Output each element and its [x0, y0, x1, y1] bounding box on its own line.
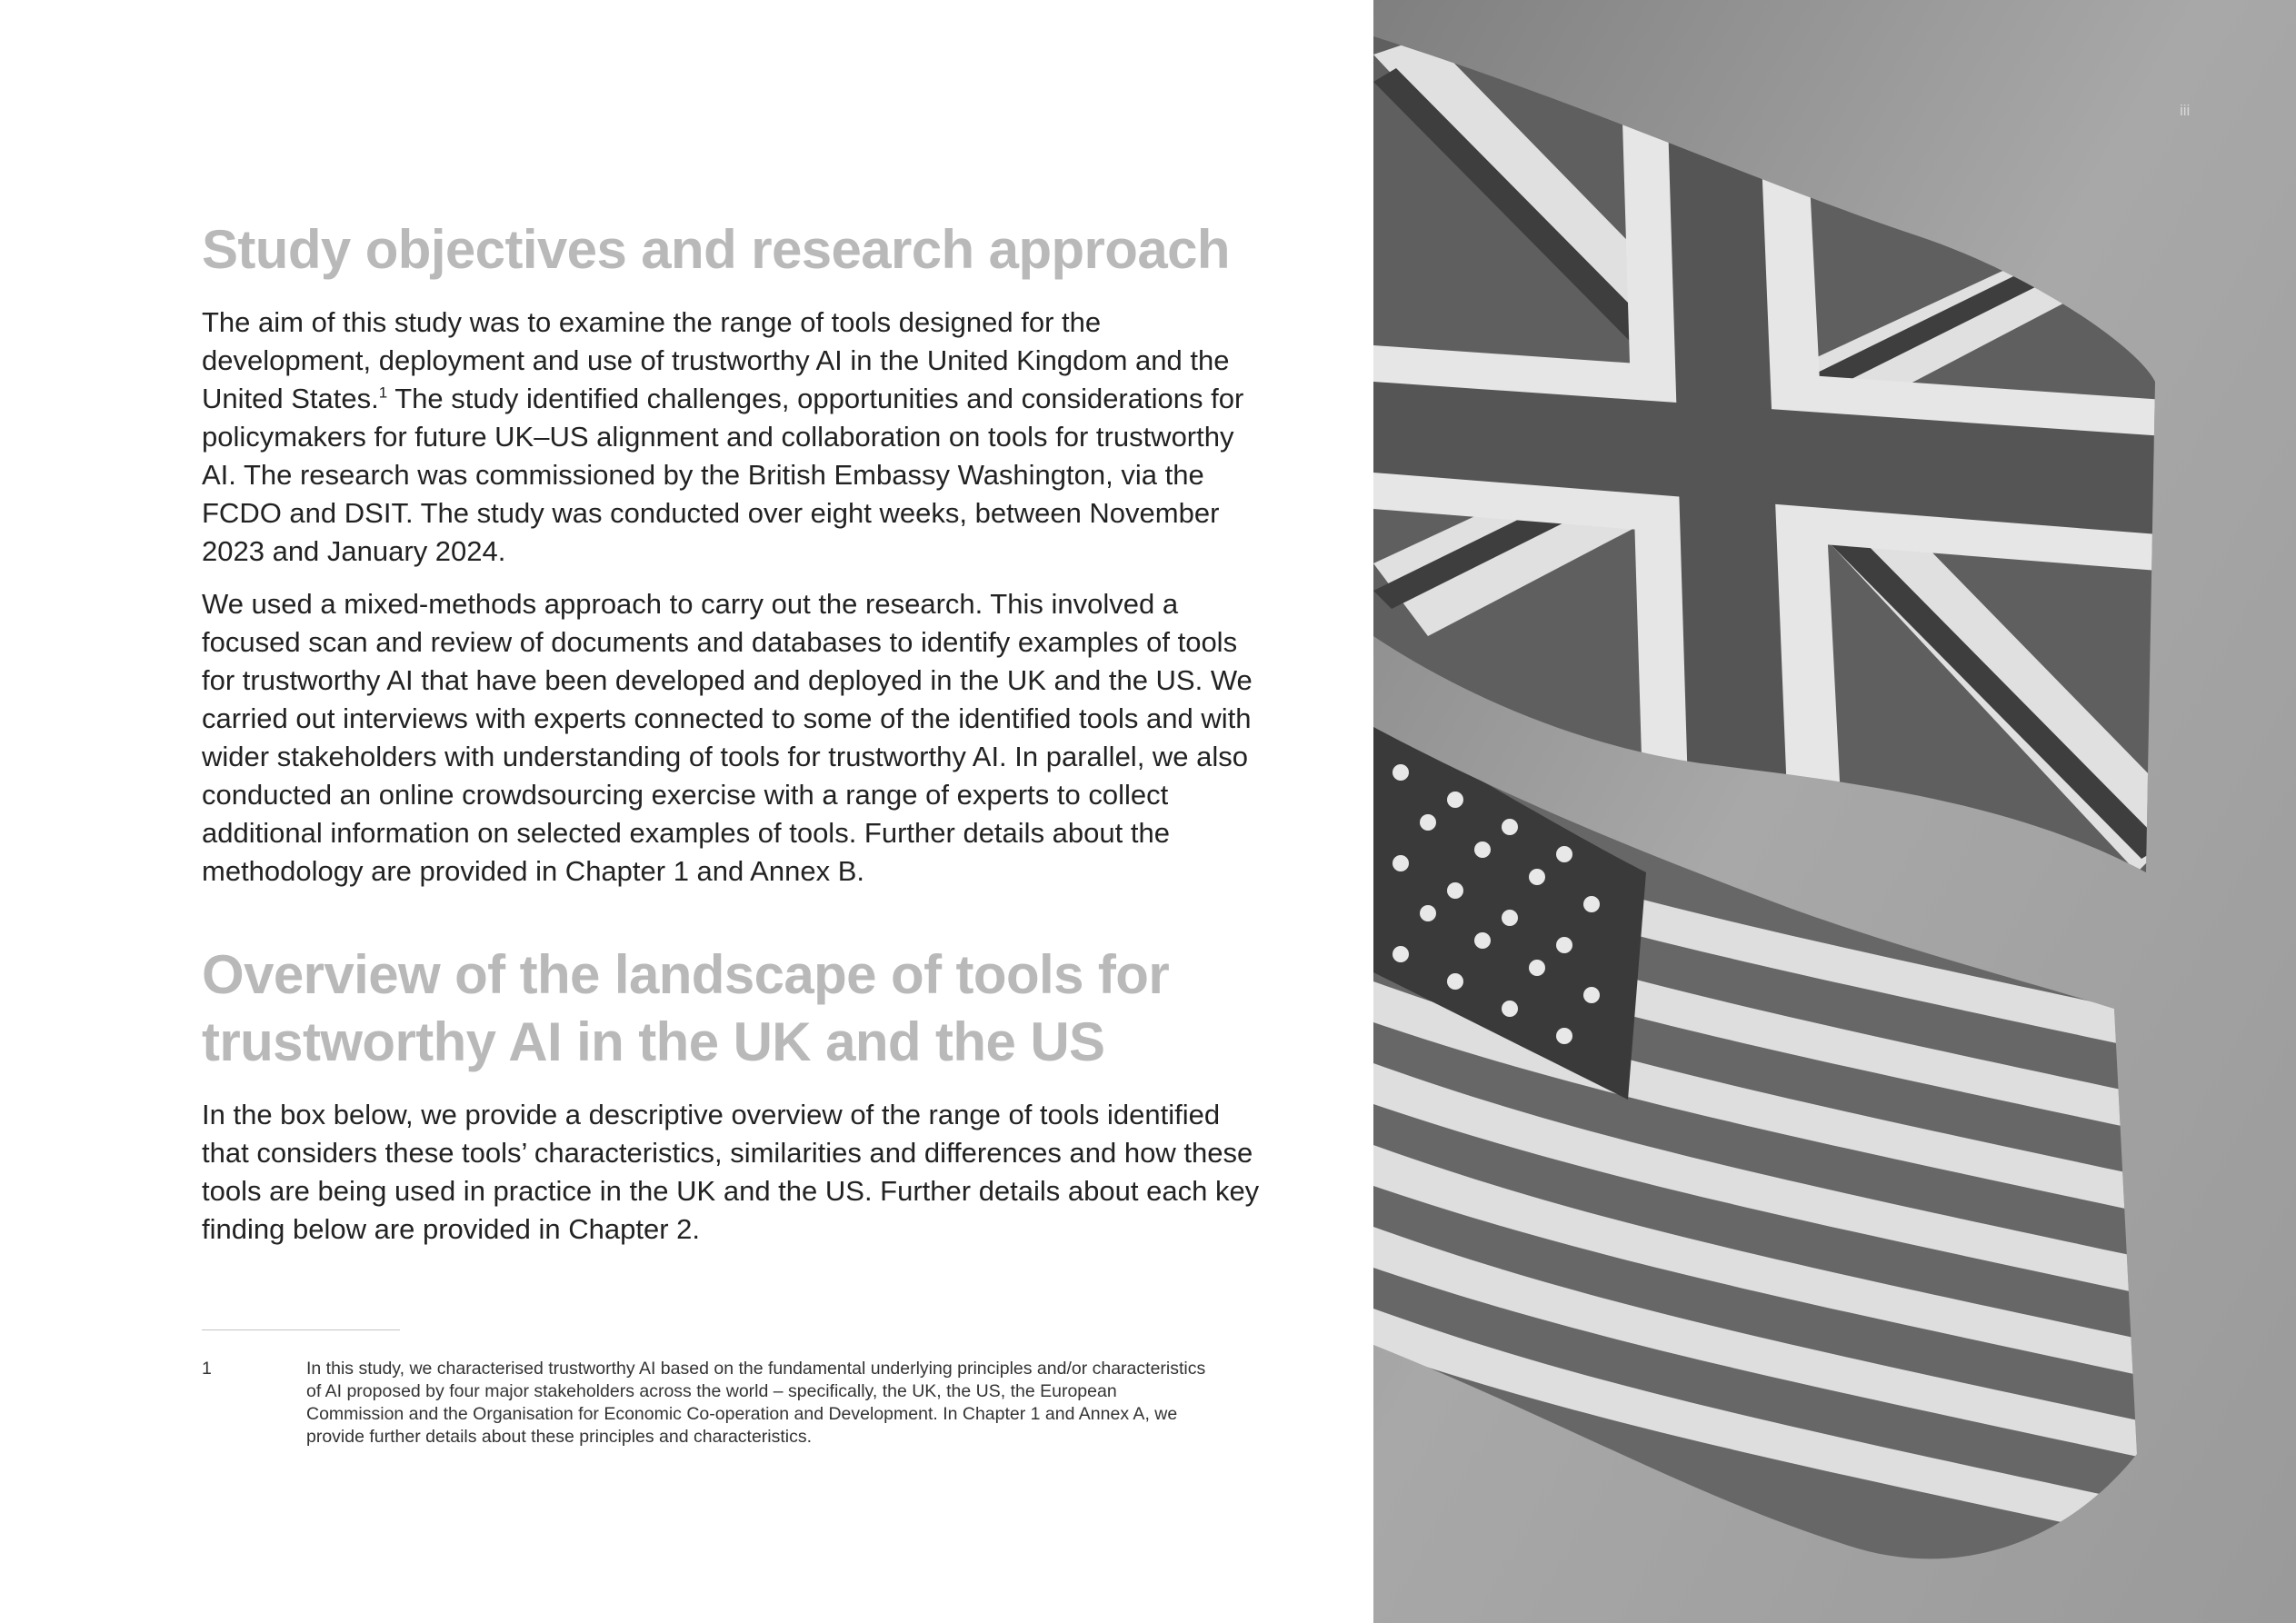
heading-line-2: trustworthy AI in the UK and the US — [202, 1011, 1105, 1072]
paragraph-box-overview: In the box below, we provide a descriptive overview of the range of tools identified that considers these tools’ characteristics, similarities and differences and how these tools are being used in practice in the UK and the US. Further details about each key finding below are provided in Chapter 2. — [202, 1099, 1260, 1245]
flags-illustration — [1373, 0, 2296, 1623]
paragraph-study-aim-text-continued: The study identified challenges, opportunities and considerations for policymakers for future UK–US alignment and collaboration on tools for trustworthy AI. The research was commissioned by the British Embassy Washington, via the FCDO and DSIT. The study was conducted over eight weeks, between November 2023 and January 2024. — [202, 383, 1244, 567]
paragraph-study-aim — [202, 304, 1270, 571]
paragraph-study-aim-text: The aim of this study was to examine the range of tools designed for the development, deployment and use of trustworthy AI in the United Kingdom and the United States. — [202, 306, 1230, 414]
footnote-divider — [202, 1329, 400, 1330]
footnote-text: In this study, we characterised trustworthy AI based on the fundamental underlying principles and/or characteristics of AI proposed by four major stakeholders across the world – specifically, the UK, the US, the European Commission and the Organisation for Economic Co-operation and Development. In Chapter 1 and Annex A, we provide further details about these principles and characteristics. — [306, 1359, 1206, 1447]
section-heading-study-objectives: Study objectives and research approach — [202, 219, 1230, 280]
page-number: iii — [2180, 102, 2191, 119]
main-text-column — [202, 216, 1270, 1263]
paragraph-mixed-methods: We used a mixed-methods approach to carry out the research. This involved a focused scan and review of documents and databases to identify examples of tools for trustworthy AI that have been developed and deployed in the UK and the US. We carried out interviews with experts connected to some of the identified tools and with wider stakeholders with understanding of tools for trustworthy AI. In parallel, we also conducted an online crowdsourcing exercise with a range of experts to collect additional information on selected examples of tools. Further details about the methodology are provided in Chapter 1 and Annex B. — [202, 588, 1253, 887]
footnote-reference[interactable]: 1 — [378, 383, 388, 402]
flags-photo — [1373, 0, 2296, 1623]
section-heading-landscape-overview — [202, 941, 1270, 1076]
heading-line-1: Overview of the landscape of tools for — [202, 944, 1170, 1005]
footnote-number: 1 — [202, 1359, 212, 1379]
footnote — [202, 1358, 1211, 1449]
